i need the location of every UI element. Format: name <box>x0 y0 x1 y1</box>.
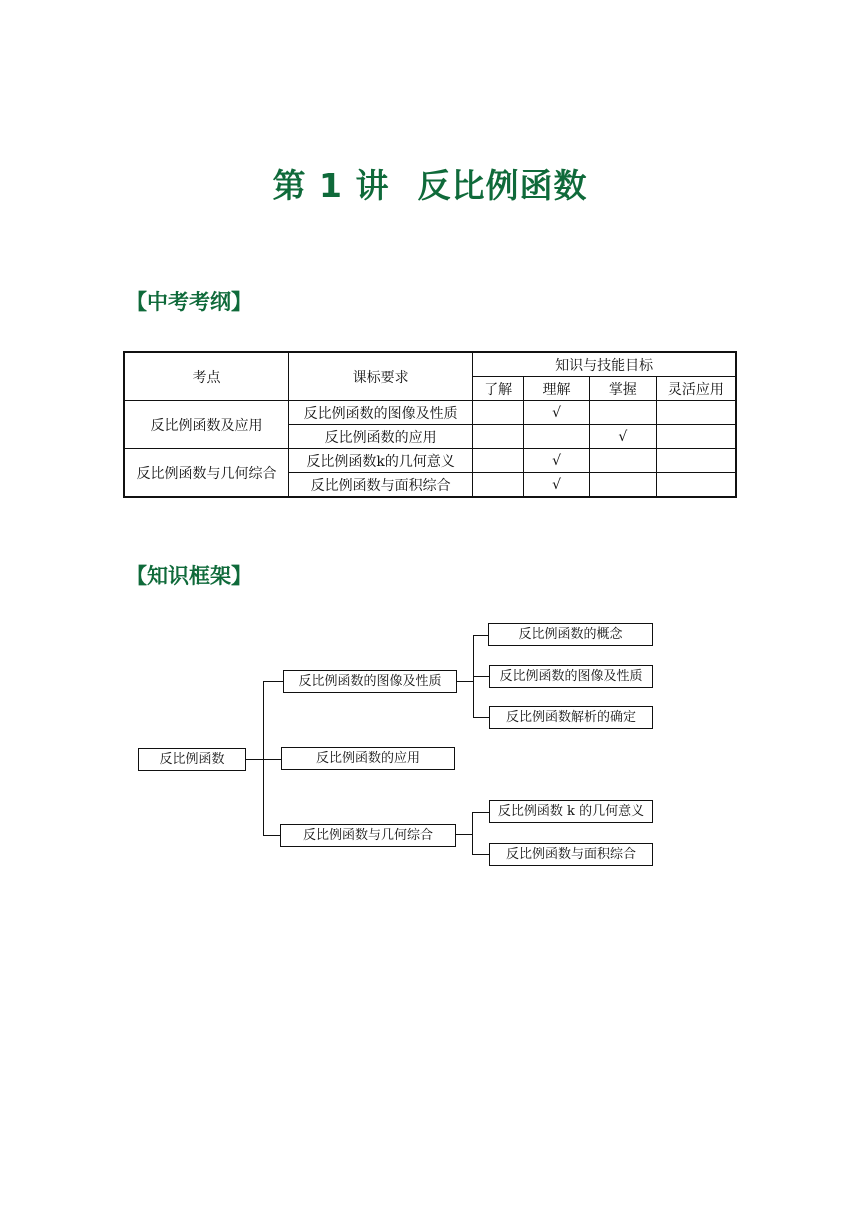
mark-cell <box>656 425 736 449</box>
connector-line <box>473 635 488 636</box>
mark-cell <box>589 473 656 498</box>
header-level: 灵活应用 <box>656 377 736 401</box>
requirement-cell: 反比例函数k的几何意义 <box>288 449 472 473</box>
mark-cell <box>473 473 524 498</box>
framework-branch: 反比例函数的图像及性质 <box>283 670 457 693</box>
mark-cell: √ <box>524 473 590 498</box>
requirement-cell: 反比例函数与面积综合 <box>288 473 472 498</box>
mark-cell: √ <box>524 401 590 425</box>
framework-leaf: 反比例函数 k 的几何意义 <box>489 800 653 823</box>
framework-branch: 反比例函数的应用 <box>281 747 455 770</box>
mark-cell <box>656 449 736 473</box>
header-level: 理解 <box>524 377 590 401</box>
connector-line <box>263 835 280 836</box>
framework-leaf: 反比例函数的图像及性质 <box>489 665 653 688</box>
mark-cell <box>589 401 656 425</box>
outline-table <box>123 351 737 498</box>
framework-heading: 【知识框架】 <box>126 564 252 588</box>
header-requirement: 课标要求 <box>288 352 472 401</box>
table-row <box>124 401 736 425</box>
header-level: 了解 <box>473 377 524 401</box>
framework-leaf: 反比例函数解析的确定 <box>489 706 653 729</box>
connector-line <box>472 854 489 855</box>
connector-line <box>473 717 489 718</box>
mark-cell <box>473 425 524 449</box>
connector-line <box>456 834 473 835</box>
mark-cell <box>589 449 656 473</box>
connector-line <box>246 759 264 760</box>
mark-cell <box>524 425 590 449</box>
outline-heading: 【中考考纲】 <box>126 290 252 314</box>
header-point: 考点 <box>124 352 288 401</box>
connector-line <box>263 681 283 682</box>
framework-leaf: 反比例函数与面积综合 <box>489 843 653 866</box>
connector-line <box>263 759 281 760</box>
header-goals: 知识与技能目标 <box>473 352 736 377</box>
requirement-cell: 反比例函数的图像及性质 <box>288 401 472 425</box>
connector-line <box>472 812 489 813</box>
requirement-cell: 反比例函数的应用 <box>288 425 472 449</box>
page-title <box>0 160 860 207</box>
framework-leaf: 反比例函数的概念 <box>488 623 653 646</box>
framework-branch: 反比例函数与几何综合 <box>280 824 456 847</box>
mark-cell <box>656 401 736 425</box>
lecture-topic: 反比例函数 <box>417 166 588 205</box>
connector-line <box>457 681 474 682</box>
mark-cell: √ <box>524 449 590 473</box>
point-cell: 反比例函数与几何综合 <box>124 449 288 498</box>
mark-cell <box>473 449 524 473</box>
connector-line <box>473 676 489 677</box>
point-cell: 反比例函数及应用 <box>124 401 288 449</box>
mark-cell: √ <box>589 425 656 449</box>
table-header-row <box>124 352 736 377</box>
table-row <box>124 449 736 473</box>
connector-line <box>472 812 473 855</box>
header-level: 掌握 <box>589 377 656 401</box>
framework-root: 反比例函数 <box>138 748 246 771</box>
mark-cell <box>656 473 736 498</box>
mark-cell <box>473 401 524 425</box>
lecture-number: 第 1 讲 <box>272 166 390 205</box>
